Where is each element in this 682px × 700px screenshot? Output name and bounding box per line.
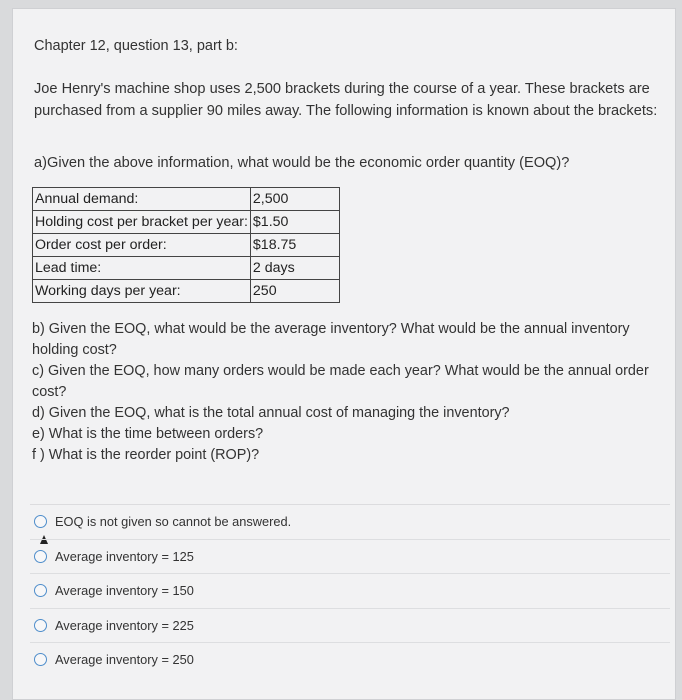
question-list: [32, 319, 657, 466]
radio-button[interactable]: [34, 653, 47, 666]
answer-options: [30, 504, 670, 677]
answer-option-label: Average inventory = 125: [55, 548, 194, 564]
answer-option-label: Average inventory = 150: [55, 583, 194, 599]
answer-option-1[interactable]: [30, 504, 670, 539]
problem-intro: Joe Henry's machine shop uses 2,500 brackets during the course of a year. These brackets are purchased from a supplier 90 miles away. The following information is known about the brackets:: [34, 81, 658, 119]
radio-button[interactable]: [34, 584, 47, 597]
answer-option-2[interactable]: [30, 539, 670, 574]
radio-button[interactable]: [34, 619, 47, 632]
answer-option-label: EOQ is not given so cannot be answered.: [55, 514, 292, 530]
answer-option-5[interactable]: [30, 642, 670, 677]
question-f: f ) What is the reorder point (ROP)?: [32, 447, 260, 463]
question-e: e) What is the time between orders?: [32, 426, 264, 442]
table-cell-value: $1.50: [250, 211, 339, 234]
table-cell-label: Holding cost per bracket per year:: [33, 211, 251, 234]
table-row: [33, 188, 340, 211]
question-b: b) Given the EOQ, what would be the average inventory? What would be the annual inventory holding cost?: [32, 321, 630, 358]
answer-option-label: Average inventory = 250: [55, 652, 194, 668]
table-cell-value: $18.75: [250, 234, 339, 257]
table-row: [33, 257, 340, 280]
radio-button[interactable]: [34, 515, 47, 528]
question-d: d) Given the EOQ, what is the total annual cost of managing the inventory?: [32, 405, 510, 421]
table-cell-label: Annual demand:: [33, 188, 251, 211]
table-cell-value: 2,500: [250, 188, 339, 211]
question-page: [12, 8, 676, 700]
table-row: [33, 211, 340, 234]
table-cell-label: Lead time:: [33, 257, 251, 280]
info-table: [32, 187, 340, 303]
table-cell-label: Working days per year:: [33, 280, 251, 303]
table-row: [33, 280, 340, 303]
table-cell-value: 250: [250, 280, 339, 303]
table-cell-value: 2 days: [250, 257, 339, 280]
table-cell-label: Order cost per order:: [33, 234, 251, 257]
answer-option-3[interactable]: [30, 573, 670, 608]
page-title: Chapter 12, question 13, part b:: [34, 38, 238, 54]
radio-button[interactable]: [34, 550, 47, 563]
answer-option-4[interactable]: [30, 608, 670, 643]
question-a: a)Given the above information, what would be the economic order quantity (EOQ)?: [34, 155, 570, 171]
table-row: [33, 234, 340, 257]
answer-option-label: Average inventory = 225: [55, 617, 194, 633]
question-c: c) Given the EOQ, how many orders would be made each year? What would be the annual order cost?: [32, 363, 649, 400]
